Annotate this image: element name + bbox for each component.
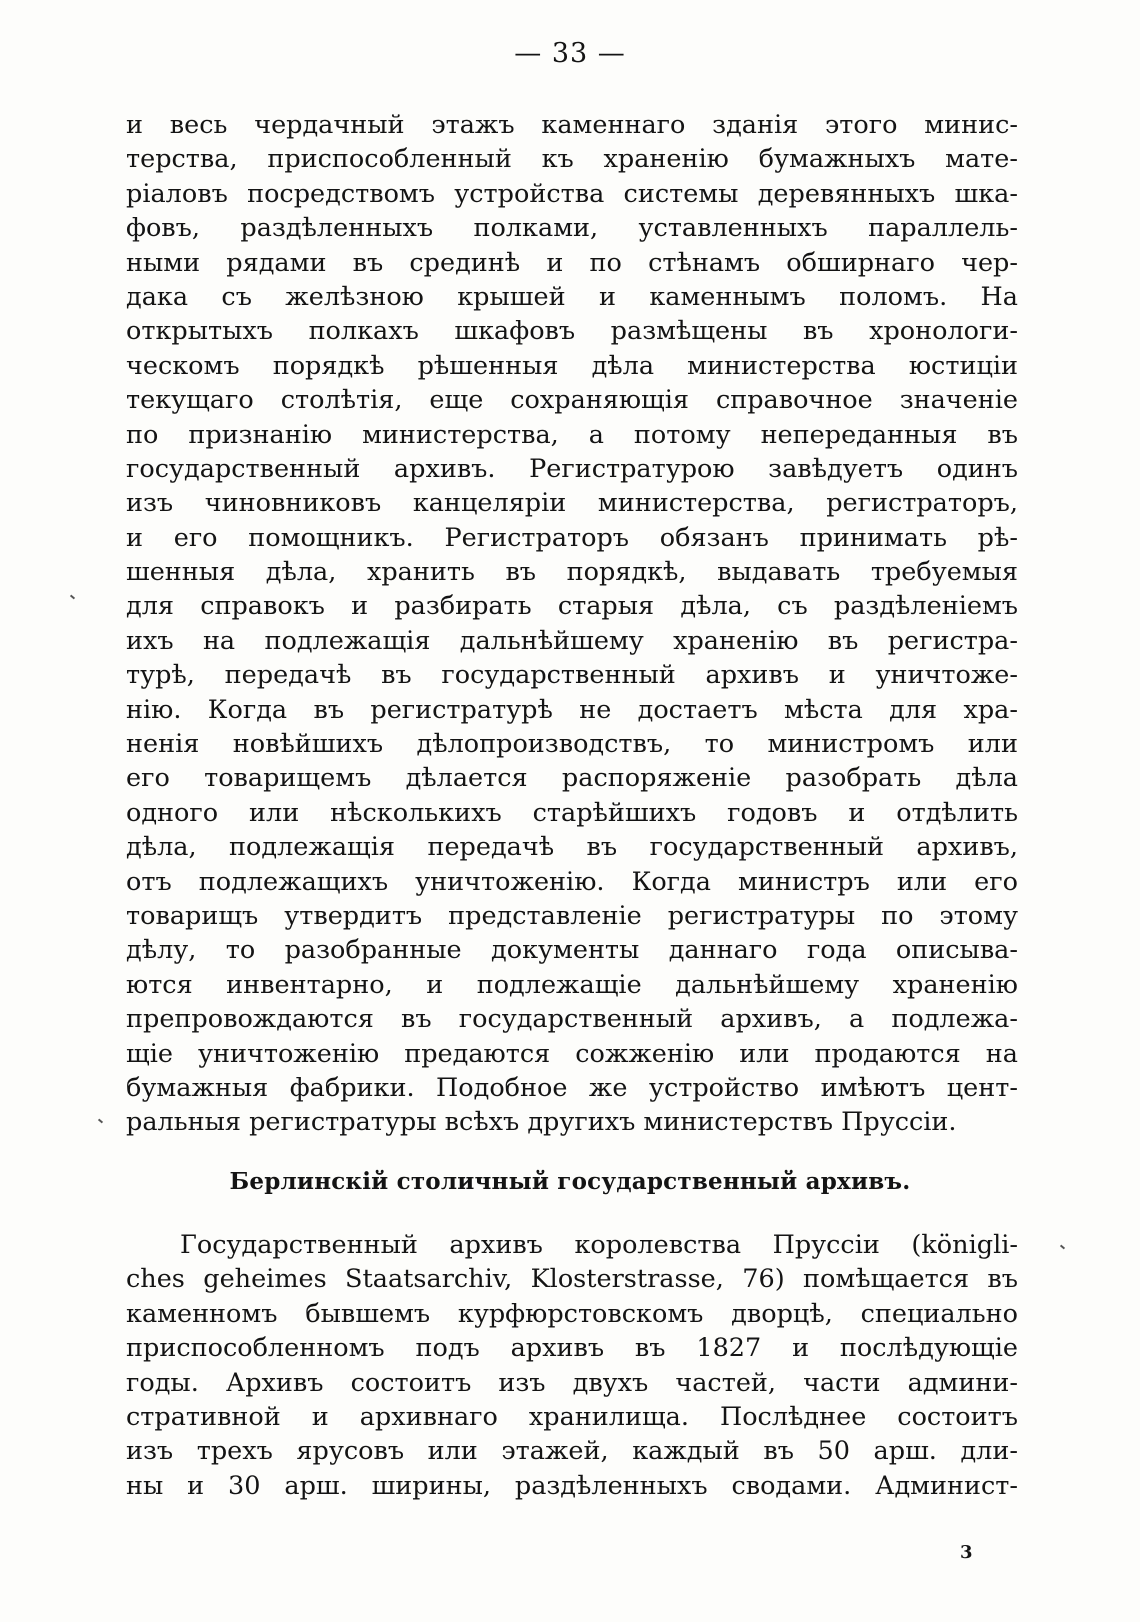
text-line: изъ трехъ ярусовъ или этажей, каждый въ 50 арш. дли- (126, 1436, 1018, 1467)
text-line: щіе уничтоженію предаются сожженію или продаются на (126, 1038, 1018, 1069)
text-line: ральныя регистратуры всѣхъ другихъ министерствъ Пруссіи. (126, 1107, 957, 1138)
text-line: стративной и архивнаго хранилища. Послѣднее состоитъ (126, 1401, 1018, 1432)
text-line: дѣлу, то разобранные документы даннаго года описыва- (126, 935, 1018, 966)
print-speck (98, 1119, 103, 1124)
text-line: и весь чердачный этажъ каменнаго зданія этого минис- (126, 110, 1018, 140)
text-line: дака съ желѣзною крышей и каменнымъ поломъ. На (126, 281, 1018, 312)
text-line: ются инвентарно, и подлежащіе дальнѣйшему храненію (126, 969, 1018, 1000)
text-line: ны и 30 арш. ширины, раздѣленныхъ сводами. Админист- (126, 1470, 1018, 1501)
text-line: по признанію министерства, а потому непереданныя въ (126, 419, 1018, 450)
text-line: дѣла, подлежащія передачѣ въ государственный архивъ, (126, 832, 1018, 863)
text-line: препровождаются въ государственный архивъ, а подлежа- (126, 1004, 1018, 1035)
text-line: и его помощникъ. Регистраторъ обязанъ принимать рѣ- (126, 522, 1018, 553)
text-line: нію. Когда въ регистратурѣ не достаетъ мѣста для хра- (126, 694, 1018, 725)
text-line: изъ чиновниковъ канцеляріи министерства, регистраторъ, (126, 488, 1018, 519)
text-line: турѣ, передачѣ въ государственный архивъ и уничтоже- (126, 660, 1018, 691)
paragraph-1 (126, 108, 1018, 1140)
page-number: — 33 — (514, 38, 626, 69)
text-line: шенныя дѣла, хранить въ порядкѣ, выдавать требуемыя (126, 557, 1018, 588)
text-line: государственный архивъ. Регистратурою завѣдуетъ одинъ (126, 453, 1018, 484)
text-line: ріаловъ посредствомъ устройства системы деревянныхъ шка- (126, 178, 1018, 209)
text-line: одного или нѣсколькихъ старѣйшихъ годовъ и отдѣлить (126, 797, 1018, 828)
text-line: ными рядами въ срединѣ и по стѣнамъ обширнаго чер- (126, 247, 1018, 278)
text-line: каменномъ бывшемъ курфюрстовскомъ дворцѣ, специально (126, 1298, 1018, 1329)
text-line: приспособленномъ подъ архивъ въ 1827 и послѣдующіе (126, 1333, 1018, 1364)
section-heading: Берлинскій столичный государственный архивъ. (229, 1168, 911, 1195)
text-line: ches geheimes Staatsarchiv, Klosterstrasse, 76) помѣщается въ (126, 1264, 1018, 1295)
text-line: текущаго столѣтія, еще сохраняющія справочное значеніе (126, 385, 1018, 416)
text-line: открытыхъ полкахъ шкафовъ размѣщены въ хронологи- (126, 316, 1018, 347)
text-line: ческомъ порядкѣ рѣшенныя дѣла министерства юстиціи (126, 350, 1018, 381)
text-line: ихъ на подлежащія дальнѣйшему храненію въ регистра- (126, 625, 1018, 656)
text-line: для справокъ и разбирать старыя дѣла, съ раздѣленіемъ (126, 591, 1018, 622)
text-line: отъ подлежащихъ уничтоженію. Когда министръ или его (126, 866, 1018, 897)
text-line: годы. Архивъ состоитъ изъ двухъ частей, части админи- (126, 1367, 1018, 1398)
text-line: его товарищемъ дѣлается распоряженіе разобрать дѣла (126, 763, 1018, 794)
print-speck (1060, 1245, 1065, 1250)
text-line: фовъ, раздѣленныхъ полками, уставленныхъ параллель- (126, 213, 1018, 244)
paragraph-2 (126, 1228, 1018, 1503)
signature-mark: 3 (960, 1542, 973, 1563)
print-speck (70, 595, 75, 600)
text-line: Государственный архивъ королевства Пруссіи (königli- (180, 1230, 1018, 1260)
text-line: ненія новѣйшихъ дѣлопроизводствъ, то министромъ или (126, 729, 1018, 760)
text-line: бумажныя фабрики. Подобное же устройство имѣютъ цент- (126, 1072, 1018, 1103)
text-line: товарищъ утвердитъ представленіе регистратуры по этому (126, 900, 1018, 931)
text-line: терства, приспособленный къ храненію бумажныхъ мате- (126, 144, 1018, 175)
